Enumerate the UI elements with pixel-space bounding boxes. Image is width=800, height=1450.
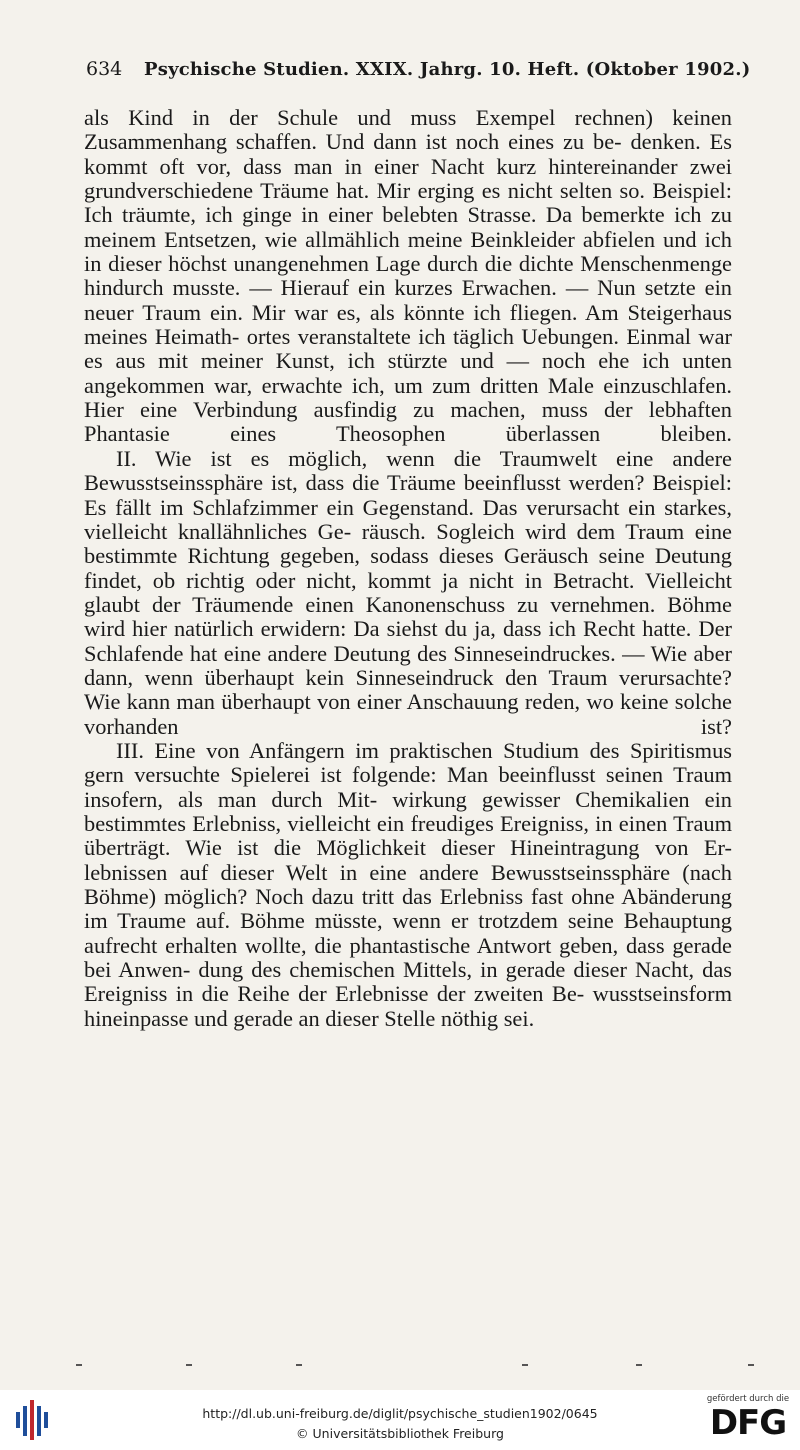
funder-note: gefördert durch die <box>706 1394 790 1404</box>
dfg-logo: DFG <box>709 1403 787 1443</box>
source-url[interactable]: http://dl.ub.uni-freiburg.de/diglit/psychische_studien1902/0645 <box>202 1406 598 1421</box>
running-title: Psychische Studien. XXIX. Jahrg. 10. Heft. (Oktober 1902.) <box>144 59 751 80</box>
edge-mark <box>76 1364 82 1366</box>
copyright-notice: © Universitätsbibliothek Freiburg <box>296 1426 504 1441</box>
edge-mark <box>186 1364 192 1366</box>
edge-mark <box>636 1364 642 1366</box>
paragraph-continuation: als Kind in der Schule und muss Exempel rechnen) keinen Zusammenhang schaffen. Und dann ist noch eines zu be- denken. Es kommt oft vor, dass man in einer Nacht kurz hintereinander zwei grundverschiedene Träume hat. Mir erging es nicht selten so. Beispiel: Ich träumte, ich ginge in einer belebten Strasse. Da bemerkte ich zu meinem Entsetzen, wie allmählich meine Beinkleider abfielen und ich in dieser höchst unangenehmen Lage durch die dichte Menschenmenge hindurch musste. — Hierauf ein kurzes Erwachen. — Nun setzte ein neuer Traum ein. Mir war es, als könnte ich fliegen. Am Steigerhaus meines Heimath- ortes veranstaltete ich täglich Uebungen. Einmal war es aus mit meiner Kunst, ich stürzte und — noch ehe ich unten angekommen war, erwachte ich, um zum dritten Male einzuschlafen. Hier eine Verbindung ausfindig zu machen, muss der lebhaften Phantasie eines Theosophen überlassen bleiben. <box>84 105 732 447</box>
dfg-funding-mark <box>702 1394 794 1446</box>
paragraph-section-iii: III. Eine von Anfängern im praktischen Studium des Spiritismus gern versuchte Spielerei ist folgende: Man beeinflusst seinen Traum insofern, als man durch Mit- wirkung gewisser Chemikalien ein bestimmtes Erlebniss, vielleicht ein freudiges Ereigniss, in einen Traum überträgt. Wie ist die Möglichkeit dieser Hineintragung von Er- lebnissen auf dieser Welt in eine andere Bewusstseinssphäre (nach Böhme) möglich? Noch dazu tritt das Erlebniss fast ohne Abänderung im Traume auf. Böhme müsste, wenn er trotzdem seine Behauptung aufrecht erhalten wollte, die phantastische Antwort geben, dass gerade bei Anwen- dung des chemischen Mittels, in gerade dieser Nacht, das Ereigniss in die Reihe der Erlebnisse der zweiten Be- wusstseinsform hineinpasse und gerade an dieser Stelle nöthig sei. <box>84 737 732 1031</box>
paragraph-section-ii: II. Wie ist es möglich, wenn die Traumwelt eine andere Bewusstseinssphäre ist, dass die Träume beeinflusst werden? Beispiel: Es fällt im Schlafzimmer ein Gegenstand. Das verursacht ein starkes, vielleicht knallähnliches Ge- räusch. Sogleich wird dem Traum eine bestimmte Richtung gegeben, sodass dieses Geräusch seine Deutung findet, ob richtig oder nicht, kommt ja nicht in Betracht. Vielleicht glaubt der Träumende einen Kanonenschuss zu vernehmen. Böhme wird hier natürlich erwidern: Da siehst du ja, dass ich Recht hatte. Der Schlafende hat eine andere Deutung des Sinneseindruckes. — Wie aber dann, wenn überhaupt kein Sinneseindruck den Traum verursachte? Wie kann man überhaupt von einer Anschauung reden, wo keine solche vorhanden ist? <box>84 445 732 739</box>
page-number: 634 <box>86 58 123 80</box>
edge-mark <box>748 1364 754 1366</box>
body-text <box>84 106 732 1031</box>
edge-mark <box>296 1364 302 1366</box>
edge-mark <box>522 1364 528 1366</box>
page-edge-marks <box>0 1364 800 1372</box>
digitization-footer <box>0 1390 800 1450</box>
